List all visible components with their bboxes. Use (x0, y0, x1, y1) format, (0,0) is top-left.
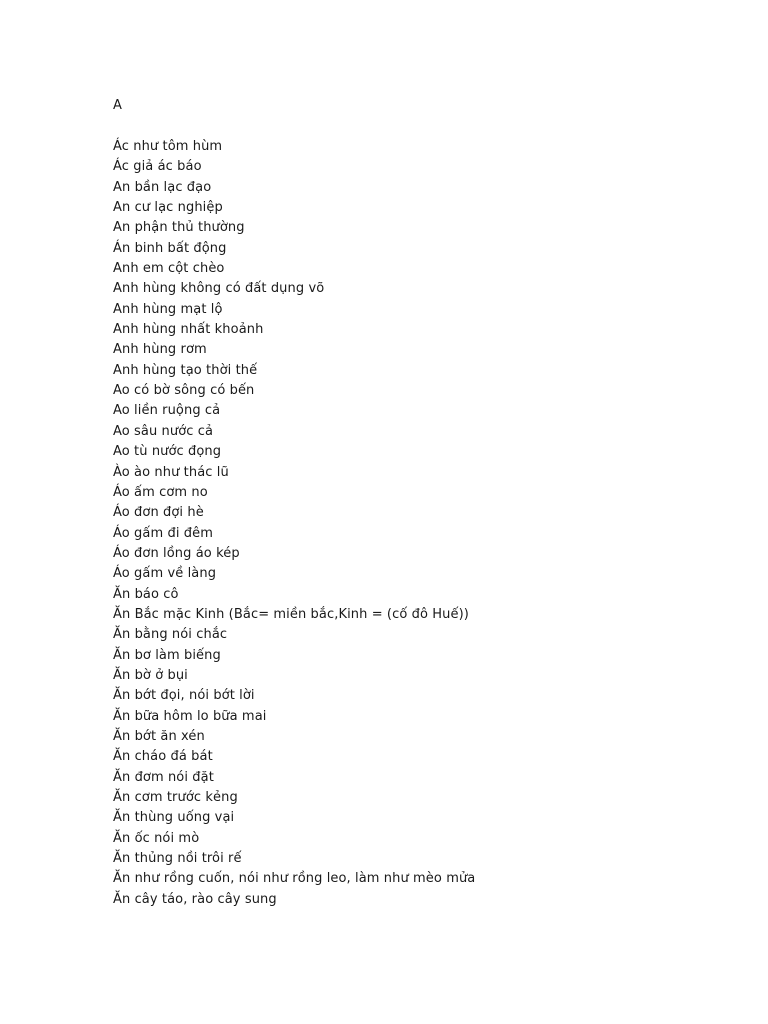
idiom-entry: Ăn cơm trước kẻng (113, 790, 238, 805)
idiom-entry: Ao có bờ sông có bến (113, 383, 255, 399)
idiom-entry: Ao liền ruộng cả (113, 403, 221, 419)
idiom-entry: Áo gấm về làng (113, 566, 217, 582)
idiom-entry: Anh hùng không có đất dụng võ (113, 281, 325, 297)
idiom-entry: Áo gấm đi đêm (113, 525, 213, 541)
idiom-entry: Ăn thủng nồi trôi rế (113, 851, 242, 867)
idiom-entry: Án binh bất động (113, 240, 227, 256)
idiom-entry: An cư lạc nghiệp (113, 200, 223, 216)
idiom-entry: Anh hùng nhất khoảnh (113, 322, 264, 338)
idiom-entry: Ao sâu nước cả (113, 423, 214, 439)
idiom-entry: Ăn cháo đá bát (113, 749, 213, 765)
idiom-entry: Ăn bớt ăn xén (113, 728, 205, 744)
idiom-entry: Ăn ốc nói mò (113, 830, 200, 846)
idiom-entry: Ăn bớt đọi, nói bớt lời (113, 688, 255, 704)
idiom-entry: Ăn Bắc mặc Kinh (Bắc= miền bắc,Kinh = (cố đô Huế)) (113, 606, 469, 622)
idiom-entry: An bần lạc đạo (113, 179, 212, 195)
section-heading: A (113, 98, 122, 113)
idiom-entry: Ăn bờ ở bụi (113, 667, 188, 683)
idiom-entry: Ăn thùng uống vại (113, 810, 235, 826)
idiom-entry: An phận thủ thường (113, 220, 245, 236)
idiom-entry: Ác giả ác báo (113, 159, 202, 175)
idiom-list (113, 137, 475, 910)
idiom-entry: Ăn bằng nói chắc (113, 627, 228, 643)
idiom-entry: Anh hùng mạt lộ (113, 301, 223, 317)
idiom-entry: Áo đơn đợi hè (113, 505, 204, 521)
idiom-entry: Anh em cột chèo (113, 261, 225, 277)
idiom-entry: Anh hùng tạo thời thế (113, 362, 258, 378)
idiom-entry: Ăn báo cô (113, 586, 179, 602)
idiom-entry: Ăn cây táo, rào cây sung (113, 891, 277, 907)
idiom-entry: Ăn đơm nói đặt (113, 769, 214, 785)
idiom-entry: Ăn bữa hôm lo bữa mai (113, 708, 267, 724)
idiom-entry: Ăn bơ làm biếng (113, 647, 221, 663)
idiom-entry: Ăn như rồng cuốn, nói như rồng leo, làm như mèo mửa (113, 871, 476, 887)
idiom-entry: Áo ấm cơm no (113, 484, 208, 500)
idiom-entry: Áo đơn lồng áo kép (113, 545, 240, 561)
idiom-entry: Ao tù nước đọng (113, 444, 222, 460)
idiom-entry: Ác như tôm hùm (113, 139, 223, 154)
idiom-entry: Anh hùng rơm (113, 342, 207, 358)
idiom-entry: Ào ào như thác lũ (113, 464, 229, 480)
